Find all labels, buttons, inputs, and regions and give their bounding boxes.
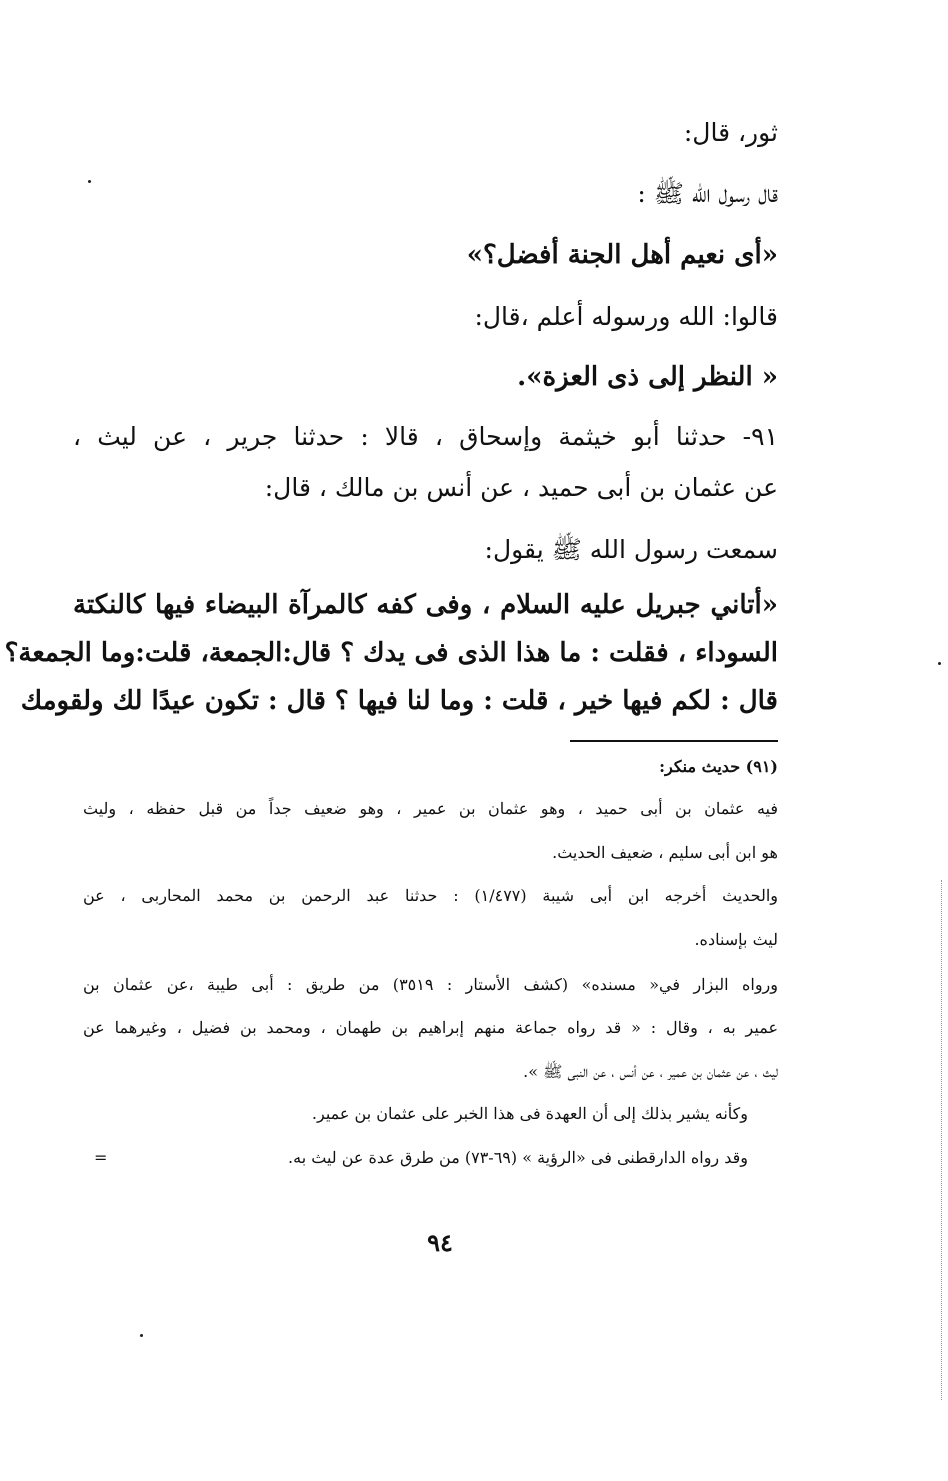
scan-speck	[140, 1334, 143, 1337]
main-line-7: عن عثمان بن أبى حميد ، عن أنس بن مالك ، قال:	[264, 473, 778, 502]
page-number: ٩٤	[427, 1228, 453, 1257]
main-line-8: سمعت رسول الله ﷺ يقول:	[484, 535, 778, 564]
footnote-line-5: ورواه البزار في« مسنده» (كشف الأستار : ٣٥١٩) من طريق : أبى طيبة ،عن عثمان بن	[83, 975, 779, 994]
hadith-91-line-1: ٩١- حدثنا أبو خيثمة وإسحاق ، قالا : حدثنا جرير ، عن ليث ،	[73, 422, 778, 451]
main-line-1: ثور، قال:	[683, 118, 778, 147]
footnote-line-9: وقد رواه الدارقطنى فى «الرؤية » (٦٩-٧٣) من طرق عدة عن ليث به.	[288, 1148, 748, 1167]
scan-speck	[88, 180, 91, 183]
main-line-4: قالوا: الله ورسوله أعلم ،قال:	[474, 302, 778, 331]
main-line-10: السوداء ، فقلت : ما هذا الذى فى يدك ؟ قال:الجمعة، قلت:وما الجمعة؟	[4, 638, 778, 668]
footnote-line-1: فيه عثمان بن أبى حميد ، وهو عثمان بن عمير ، وهو ضعيف جداً من قبل حفظه ، وليث	[83, 799, 778, 818]
main-line-11: قال : لكم فيها خير ، قلت : وما لنا فيها ؟ قال : تكون عيدًا لك ولقومك	[20, 686, 778, 716]
footnote-line-8: وكأنه يشير بذلك إلى أن العهدة فى هذا الخبر على عثمان بن عمير.	[311, 1104, 748, 1123]
footnote-line-2: هو ابن أبى سليم ، ضعيف الحديث.	[552, 843, 778, 862]
scan-edge	[941, 880, 942, 1400]
footnote-heading: (٩١) حديث منكر:	[659, 757, 778, 776]
footnote-line-6: عمير به ، وقال : « قد رواه جماعة منهم إبراهيم بن طهمان ، ومحمد بن فضيل ، وغيرهما عن	[83, 1018, 778, 1037]
main-line-9: «أتاني جبريل عليه السلام ، وفى كفه كالمرآة البيضاء فيها كالنكتة	[73, 590, 778, 620]
footnote-line-7: ليث ، عن عثمان بن عمير ، عن أنس ، عن النبى ﷺ ».	[523, 1062, 778, 1081]
scan-speck	[938, 662, 941, 665]
main-line-5: « النظر إلى ذى العزة».	[517, 362, 778, 392]
footnote-separator	[570, 740, 778, 742]
footnote-line-3: والحديث أخرجه ابن أبى شيبة (١/٤٧٧) : حدثنا عبد الرحمن بن محمد المحاربى ، عن	[83, 886, 779, 905]
footnote-line-4: ليث بإسناده.	[694, 930, 778, 949]
main-line-3: «أى نعيم أهل الجنة أفضل؟»	[466, 240, 778, 270]
main-line-2: قال رسول الله ﷺ :	[637, 179, 778, 208]
continuation-mark: =	[94, 1148, 108, 1167]
